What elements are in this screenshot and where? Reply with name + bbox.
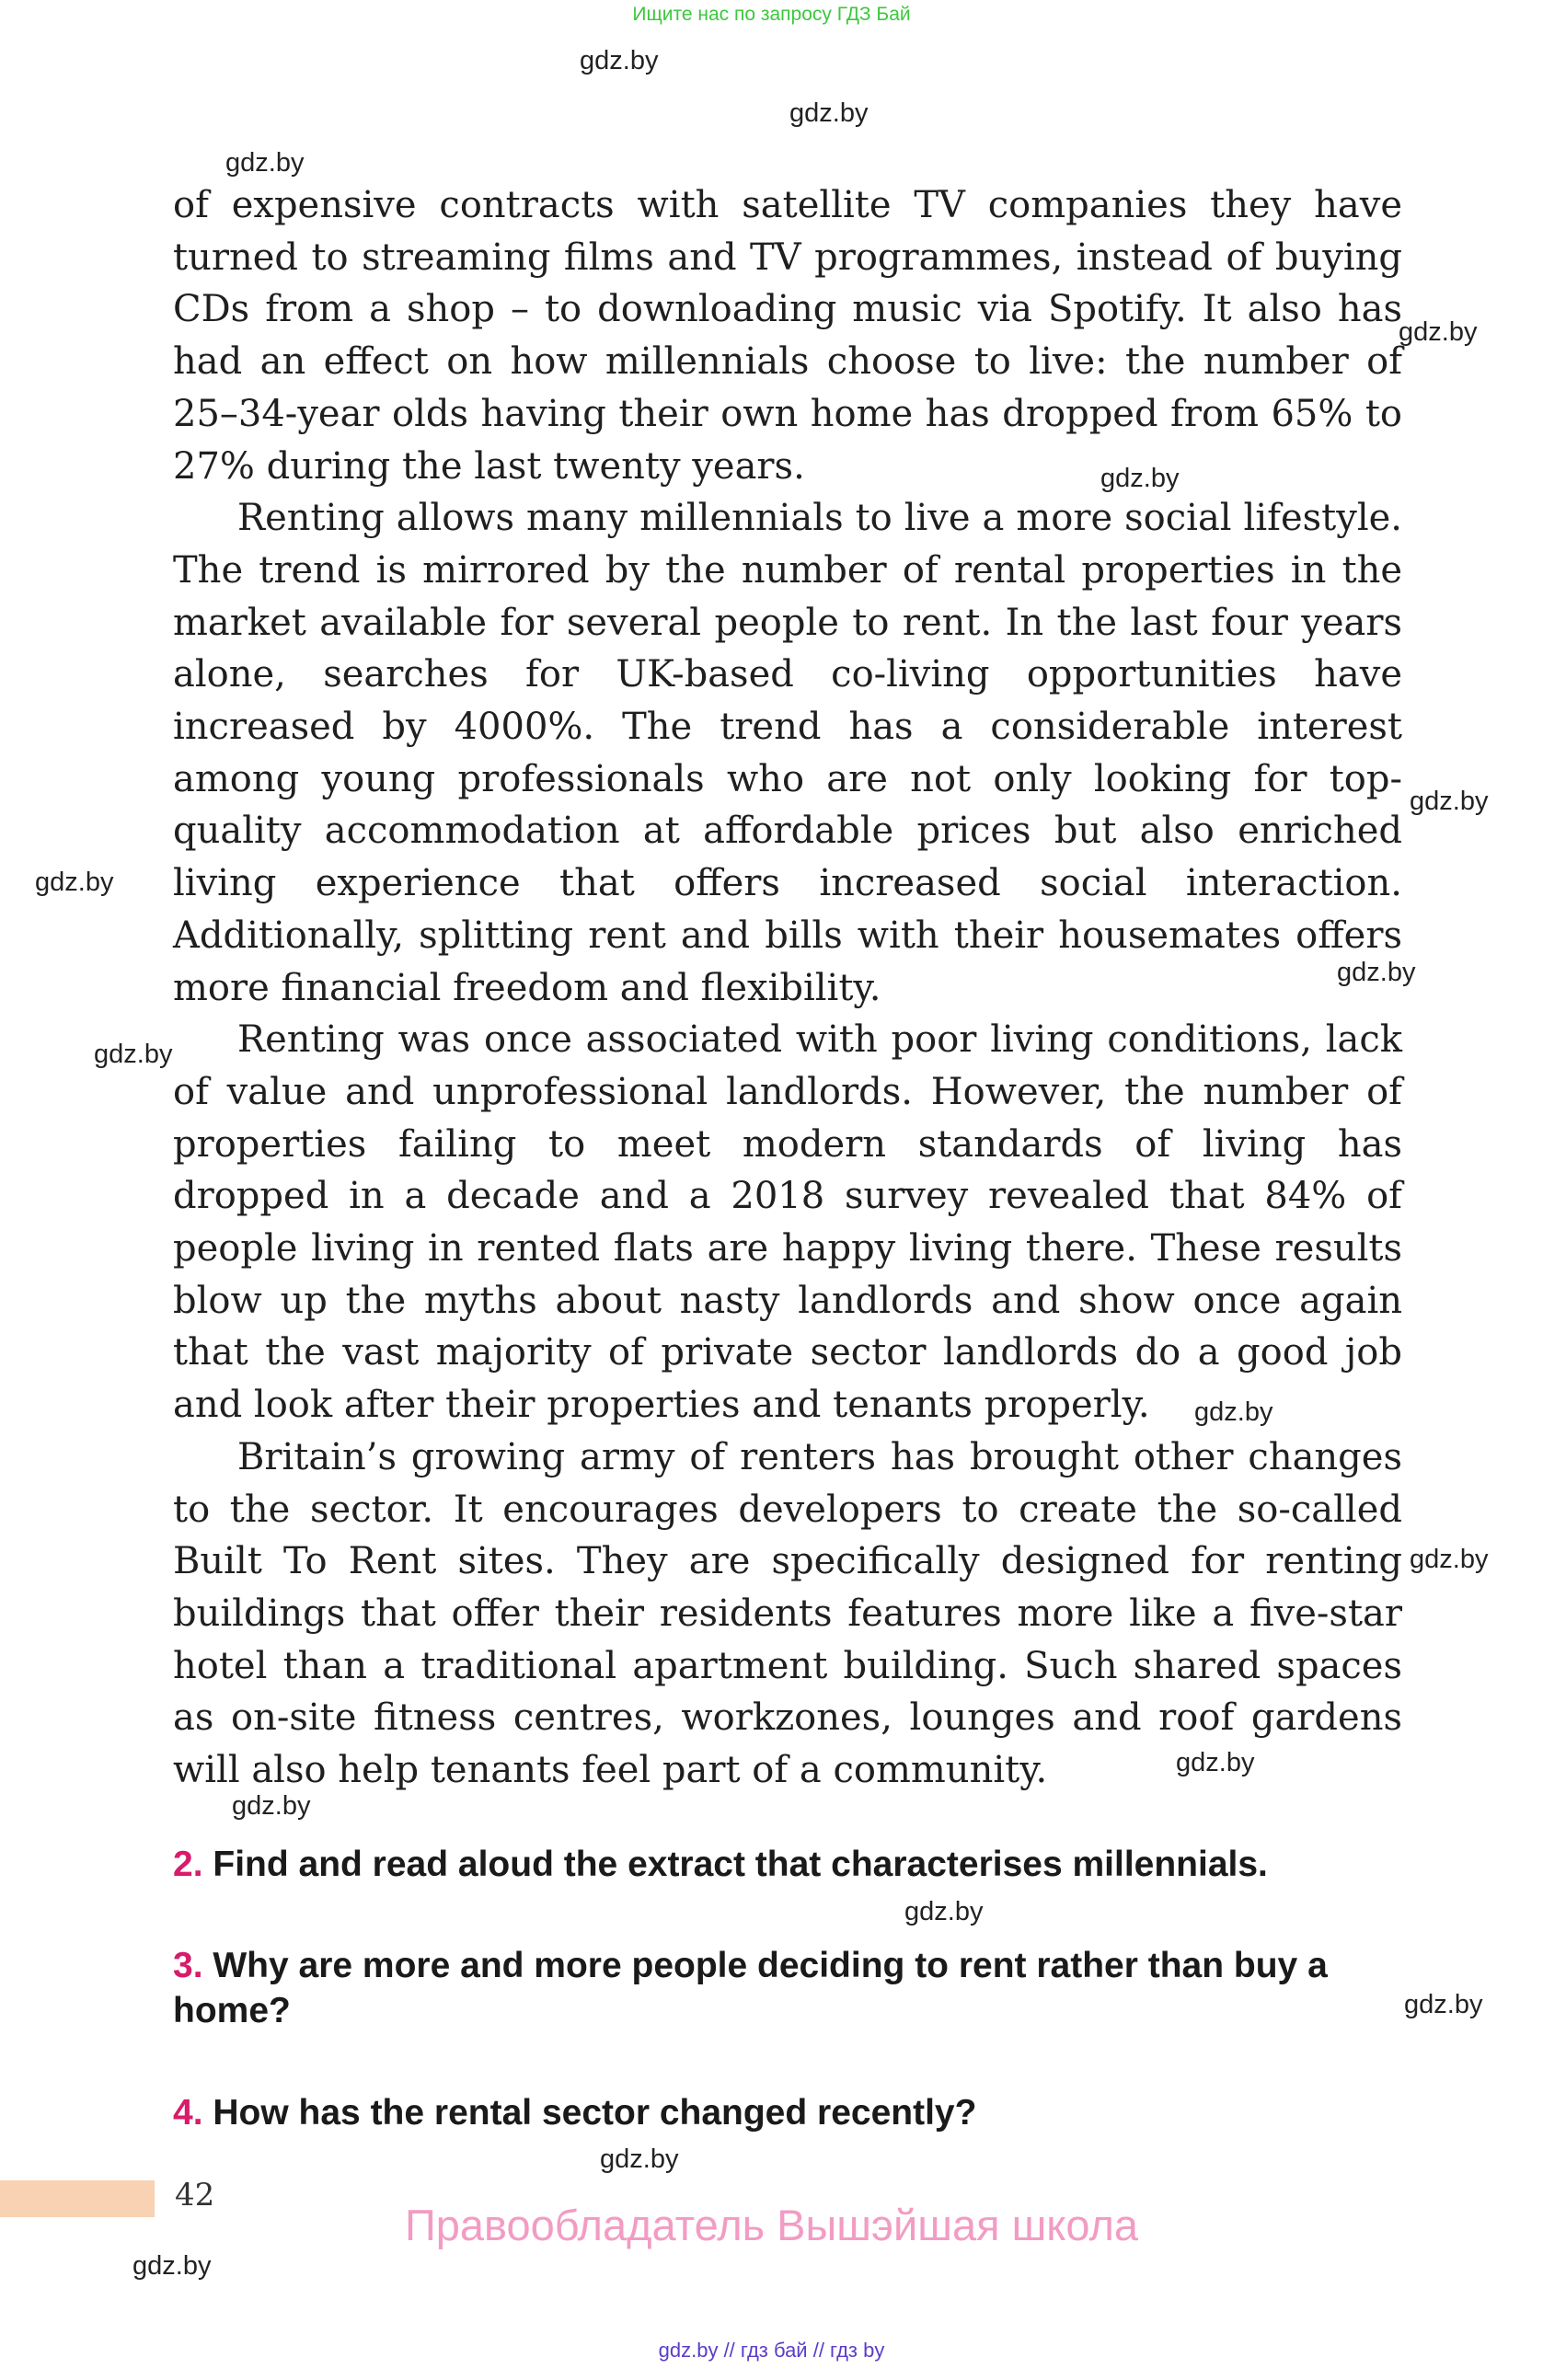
watermark: gdz.by [580, 46, 659, 75]
watermark: gdz.by [232, 1791, 311, 1821]
watermark: gdz.by [789, 98, 869, 128]
watermark: gdz.by [132, 2251, 212, 2281]
watermark: gdz.by [1100, 464, 1180, 493]
watermark: gdz.by [1404, 1990, 1483, 2019]
copyright-notice: Правообладатель Вышэйшая школа [404, 2201, 1139, 2249]
paragraph: Renting allows many millennials to live a more social lifestyle. The trend is mirrored by the number of rental properties in the market available for several people to rent. In the last four years alone, searches for UK-based co-living opportunities have increased by 4000%. The trend has a considerable interest among young professionals who are not only looking for top-quality accommodation at affordable prices but also enriched living experience that offers increased social interaction. Additionally, splitting rent and bills with their housemates offers more financial freedom and flexibility. [173, 497, 1402, 1009]
paragraph: Renting was once associated with poor living conditions, lack of value and unprofessional landlords. However, the number of properties failing to meet modern standards of living has dropped in a decade and a 2018 survey revealed that 84% of people living in rented flats are happy living there. These results blow up the myths about nasty landlords and show once again that the vast majority of private sector landlords do a good job and look after their properties and tenants properly. [173, 1018, 1402, 1427]
watermark: gdz.by [1399, 317, 1478, 347]
watermark: gdz.by [1176, 1748, 1255, 1777]
search-hint-banner: Ищите нас по запросу ГДЗ Бай [632, 4, 911, 25]
watermark: gdz.by [1410, 787, 1489, 816]
footer-links[interactable]: gdz.by // гдз бай // гдз by [658, 2339, 885, 2362]
page-number: 42 [175, 2177, 215, 2213]
question-2 [173, 1842, 1402, 1887]
question-4 [173, 2090, 1402, 2135]
question-text: Find and read aloud the extract that characterises millennials. [213, 1845, 1268, 1884]
watermark: gdz.by [1337, 958, 1416, 987]
paragraph: Britain’s growing army of renters has brought other changes to the sector. It encourages developers to create the so-called Built To Rent sites. They are specifically designed for renting buildings that offer their residents features more like a five-star hotel than a traditional apartment building. Such shared spaces as on-site fitness centres, workzones, lounges and roof gardens will also help tenants feel part of a community. [173, 1435, 1402, 1792]
watermark: gdz.by [35, 868, 114, 897]
article-body [173, 179, 1402, 1797]
question-3 [173, 1943, 1402, 2033]
question-number: 2. [173, 1845, 203, 1884]
watermark: gdz.by [600, 2144, 679, 2174]
watermark: gdz.by [225, 148, 305, 178]
question-number: 4. [173, 2093, 203, 2133]
question-text: Why are more and more people deciding to rent rather than buy a home? [173, 1946, 1328, 2030]
watermark: gdz.by [904, 1897, 984, 1926]
watermark: gdz.by [94, 1040, 173, 1069]
question-number: 3. [173, 1946, 203, 1985]
watermark: gdz.by [1410, 1545, 1489, 1574]
question-text: How has the rental sector changed recently? [213, 2093, 977, 2133]
watermark: gdz.by [1194, 1397, 1273, 1427]
paragraph: of expensive contracts with satellite TV companies they have turned to streaming films and TV programmes, instead of buying CDs from a shop – to downloading music via Spotify. It also has had an effect on how millennials choose to live: the number of 25–34-year olds having their own home has dropped from 65% to 27% during the last twenty years. [173, 184, 1402, 488]
